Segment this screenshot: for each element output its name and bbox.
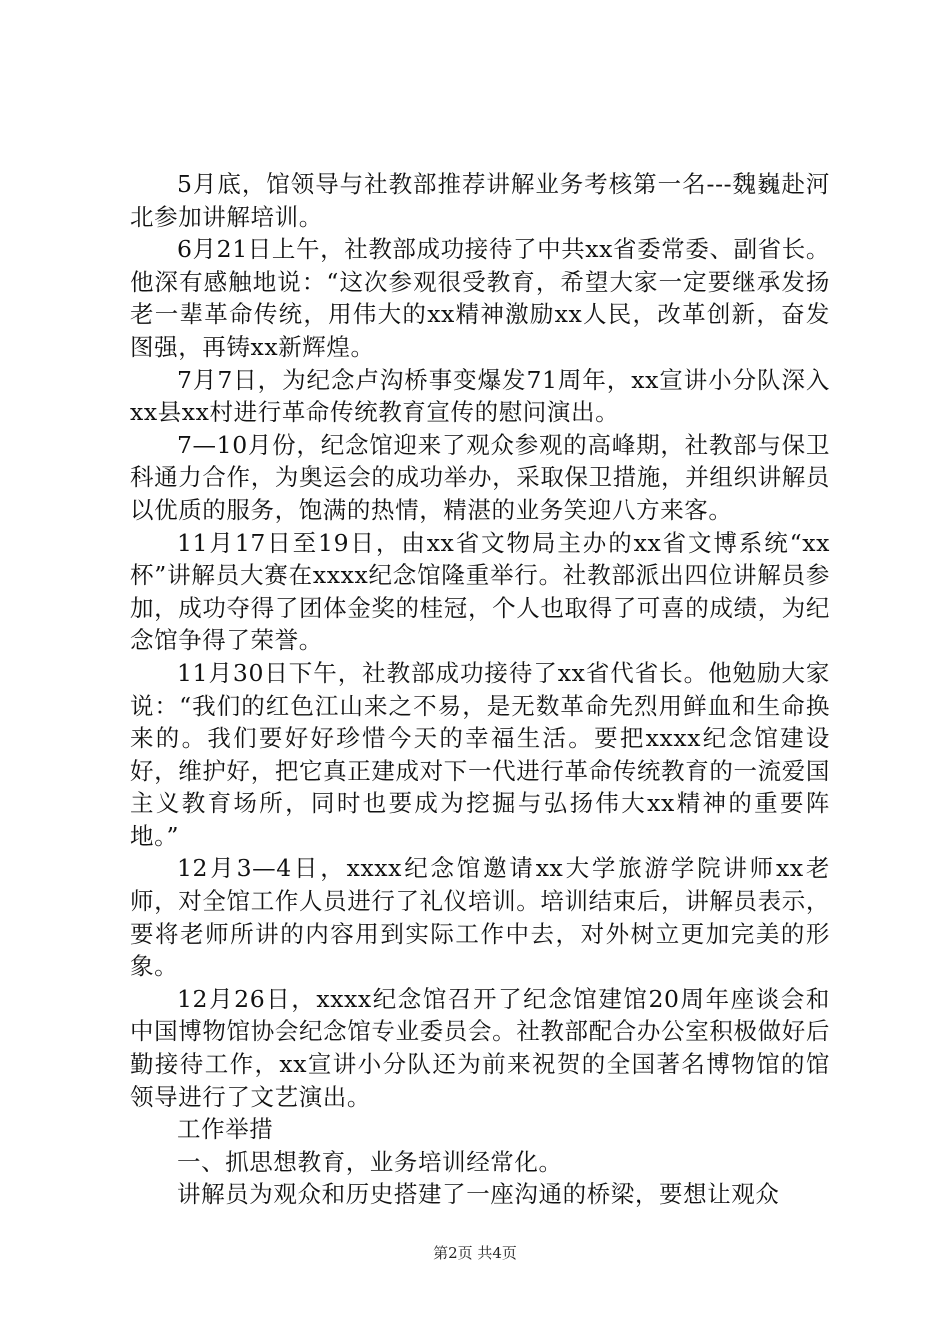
paragraph: 7—10月份，纪念馆迎来了观众参观的高峰期，社教部与保卫科通力合作，为奥运会的成功举办，采取保卫措施，并组织讲解员以优质的服务，饱满的热情，精湛的业务笑迎八方来客。 (130, 430, 830, 524)
paragraph: 5月底，馆领导与社教部推荐讲解业务考核第一名---魏巍赴河北参加讲解培训。 (130, 170, 830, 231)
paragraph: 讲解员为观众和历史搭建了一座沟通的桥梁，要想让观众 (177, 1180, 780, 1209)
document-body (130, 168, 830, 1211)
paragraph: 12月3—4日，xxxx纪念馆邀请xx大学旅游学院讲师xx老师，对全馆工作人员进行了礼仪培训。培训结束后，讲解员表示，要将老师所讲的内容用到实际工作中去，对外树立更加完美的形象。 (130, 854, 830, 981)
paragraph: 7月7日，为纪念卢沟桥事变爆发71周年，xx宣讲小分队深入xx县xx村进行革命传统教育宣传的慰问演出。 (130, 365, 830, 427)
paragraph: 11月30日下午，社教部成功接待了xx省代省长。他勉励大家说：“我们的红色江山来之不易，是无数革命先烈用鲜血和生命换来的。我们要好好珍惜今天的幸福生活。要把xxxx纪念馆建设好，维护好，把它真正建成对下一代进行革命传统教育的一流爱国主义教育场所，同时也要成为挖掘与弘扬伟大xx精神的重要阵地。” (130, 658, 830, 850)
section-heading: 工作举措 (177, 1115, 274, 1144)
paragraph: 11月17日至19日，由xx省文物局主办的xx省文博系统“xx杯”讲解员大赛在xxxx纪念馆隆重举行。社教部派出四位讲解员参加，成功夺得了团体金奖的桂冠，个人也取得了可喜的成绩，为纪念馆争得了荣誉。 (130, 528, 830, 655)
subsection-heading: 一、抓思想教育，业务培训经常化。 (177, 1147, 563, 1176)
paragraph: 12月26日，xxxx纪念馆召开了纪念馆建馆20周年座谈会和中国博物馆协会纪念馆专业委员会。社教部配合办公室积极做好后勤接待工作，xx宣讲小分队还为前来祝贺的全国著名博物馆的馆领导进行了文艺演出。 (130, 984, 830, 1111)
page-footer: 第2页 共4页 (433, 1244, 517, 1262)
paragraph: 6月21日上午，社教部成功接待了中共xx省委常委、副省长。他深有感触地说：“这次参观很受教育，希望大家一定要继承发扬老一辈革命传统，用伟大的xx精神激励xx人民，改革创新，奋发图强，再铸xx新辉煌。 (130, 235, 830, 361)
